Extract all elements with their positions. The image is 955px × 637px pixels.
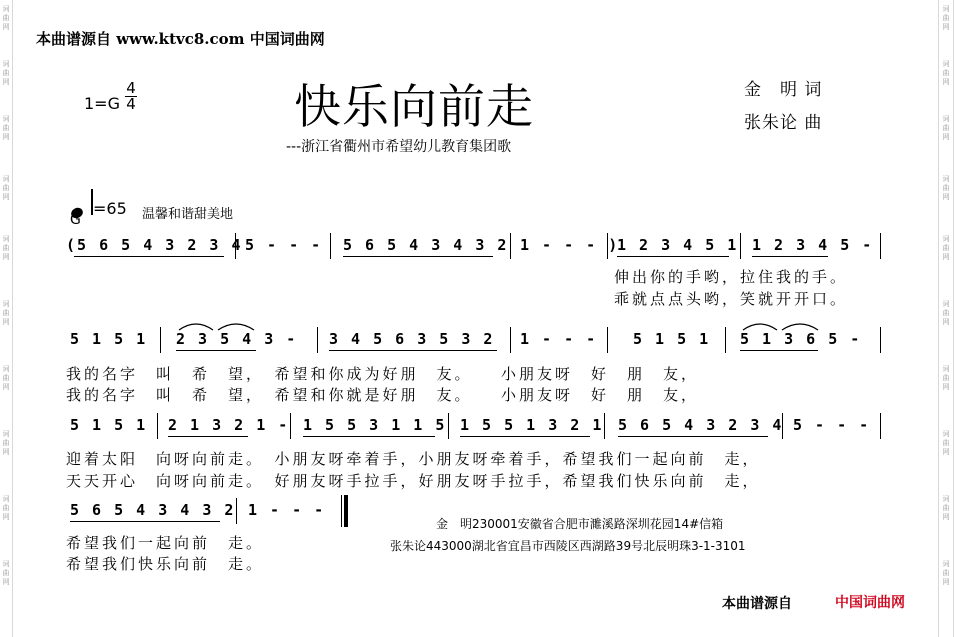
beam-underline xyxy=(74,256,224,257)
watermark-text: 词曲网 xyxy=(942,365,950,391)
lyric-line: 我的名字 叫 希 望， 希望和你成为好朋 友。 小朋友呀 好 朋 友， xyxy=(66,365,700,383)
beam-underline xyxy=(176,350,256,351)
watermark-text: 词曲网 xyxy=(2,430,10,456)
measure: 5 6 5 4 3 4 3 2 xyxy=(70,501,236,519)
watermark-text: 词曲网 xyxy=(942,115,950,141)
watermark-text: 词曲网 xyxy=(2,115,10,141)
beam-underline xyxy=(168,436,248,437)
slur xyxy=(218,324,254,330)
lyricist-address: 金 明230001安徽省合肥市濉溪路深圳花园14#信箱 xyxy=(436,517,724,531)
measure: 1 5 5 3 1 1 5 xyxy=(303,416,447,434)
beam-underline xyxy=(329,350,497,351)
beam-underline xyxy=(303,436,435,437)
time-signature xyxy=(125,81,137,112)
measure: 1 - - - xyxy=(520,330,598,348)
song-subtitle: ---浙江省衢州市希望幼儿教育集团歌 xyxy=(286,139,512,155)
lyric-line: 我的名字 叫 希 望， 希望和你就是好朋 友。 小朋友呀 好 朋 友， xyxy=(66,386,700,404)
beam-underline xyxy=(740,350,818,351)
lyric-line: 乖就点点头哟，笑就开开口。 xyxy=(614,290,849,308)
slur xyxy=(179,324,213,330)
watermark-text: 词曲网 xyxy=(2,365,10,391)
beam-underline xyxy=(343,256,493,257)
time-signature-top: 4 xyxy=(126,79,136,97)
time-signature-bottom: 4 xyxy=(126,95,136,113)
tempo-note-label: G xyxy=(70,212,81,228)
lyric-line: 迎着太阳 向呀向前走。 小朋友呀牵着手，小朋友呀牵着手，希望我们一起向前 走， xyxy=(66,450,761,468)
bar-line xyxy=(157,413,158,439)
bar-line xyxy=(510,233,511,259)
key-signature: 1=G xyxy=(84,94,120,113)
watermark-text: 词曲网 xyxy=(2,560,10,586)
measure: 1 - - - xyxy=(248,501,326,519)
beam-underline xyxy=(618,436,768,437)
watermark-text: 词曲网 xyxy=(2,300,10,326)
bar-line xyxy=(880,327,881,353)
bar-line xyxy=(510,327,511,353)
source-header: 本曲谱源自 www.ktvc8.com 中国词曲网 xyxy=(36,30,325,48)
bar-line xyxy=(604,413,605,439)
footer-site-link[interactable]: 中国词曲网 xyxy=(835,595,905,611)
watermark-text: 词曲网 xyxy=(942,430,950,456)
final-bar-thick xyxy=(344,495,348,527)
composer-credit: 张朱论 曲 xyxy=(744,113,823,133)
watermark-text: 词曲网 xyxy=(2,60,10,86)
bar-line xyxy=(236,498,237,524)
beam-underline xyxy=(70,521,220,522)
bar-line xyxy=(160,327,161,353)
expression-mark: 温馨和谐甜美地 xyxy=(142,207,234,222)
beam-underline xyxy=(752,256,828,257)
watermark-text: 词曲网 xyxy=(942,300,950,326)
measure: 2 3 5 4 3 - xyxy=(176,330,298,348)
measure: 5 6 5 4 3 2 3 4 xyxy=(618,416,784,434)
measure: 5 - - - xyxy=(793,416,871,434)
bar-line xyxy=(725,327,726,353)
watermark-text: 词曲网 xyxy=(942,5,950,31)
measure: 1 2 3 4 5 1 xyxy=(617,236,739,254)
slur xyxy=(743,324,777,330)
watermark-text: 词曲网 xyxy=(942,235,950,261)
bar-line xyxy=(607,327,608,353)
lyric-line: 天天开心 向呀向前走。 好朋友呀手拉手，好朋友呀手拉手，希望我们快乐向前 走， xyxy=(66,472,761,490)
measure: 5 - - - xyxy=(245,236,323,254)
lyric-line: 伸出你的手哟，拉住我的手。 xyxy=(614,268,849,286)
measure: 1 2 3 4 5 - xyxy=(752,236,874,254)
watermark-text: 词曲网 xyxy=(942,175,950,201)
tempo-value: =65 xyxy=(93,199,127,218)
measure: 5 1 5 1 xyxy=(70,416,148,434)
measure: (5 6 5 4 3 2 3 4 xyxy=(66,236,243,254)
bar-line xyxy=(740,233,741,259)
bar-line xyxy=(880,413,881,439)
watermark-text: 词曲网 xyxy=(942,60,950,86)
measure: 3 4 5 6 3 5 3 2 xyxy=(329,330,495,348)
measure: 5 1 3 6 5 - xyxy=(740,330,862,348)
bar-line xyxy=(448,413,449,439)
bar-line xyxy=(290,413,291,439)
watermark-text: 词曲网 xyxy=(942,495,950,521)
slur xyxy=(782,324,818,330)
measure: 5 6 5 4 3 4 3 2 xyxy=(343,236,509,254)
slur-marks xyxy=(740,318,830,332)
watermark-text: 词曲网 xyxy=(2,5,10,31)
beam-underline xyxy=(460,436,590,437)
measure: 1 - - - ) xyxy=(520,236,620,254)
measure: 5 1 5 1 xyxy=(633,330,711,348)
measure: 1 5 5 1 3 2 1 xyxy=(460,416,604,434)
slur-marks xyxy=(176,318,336,332)
watermark-text: 词曲网 xyxy=(2,495,10,521)
composer-address: 张朱论443000湖北省宜昌市西陵区西湖路39号北辰明珠3-1-3101 xyxy=(390,539,746,553)
footer-source-label: 本曲谱源自 xyxy=(722,596,792,612)
bar-line xyxy=(330,233,331,259)
watermark-text: 词曲网 xyxy=(2,235,10,261)
measure: 2 1 3 2 1 - xyxy=(168,416,290,434)
beam-underline xyxy=(617,256,729,257)
lyric-line: 希望我们一起向前 走。 xyxy=(66,534,265,552)
bar-line xyxy=(880,233,881,259)
left-watermark-strip xyxy=(0,0,13,637)
measure: 5 1 5 1 xyxy=(70,330,148,348)
final-bar-thin xyxy=(341,495,342,527)
lyric-line: 希望我们快乐向前 走。 xyxy=(66,555,265,573)
song-title: 快乐向前走 xyxy=(294,80,534,135)
lyricist-credit: 金 明 词 xyxy=(744,80,823,100)
right-watermark-strip xyxy=(938,0,954,637)
watermark-text: 词曲网 xyxy=(2,175,10,201)
watermark-text: 词曲网 xyxy=(942,560,950,586)
